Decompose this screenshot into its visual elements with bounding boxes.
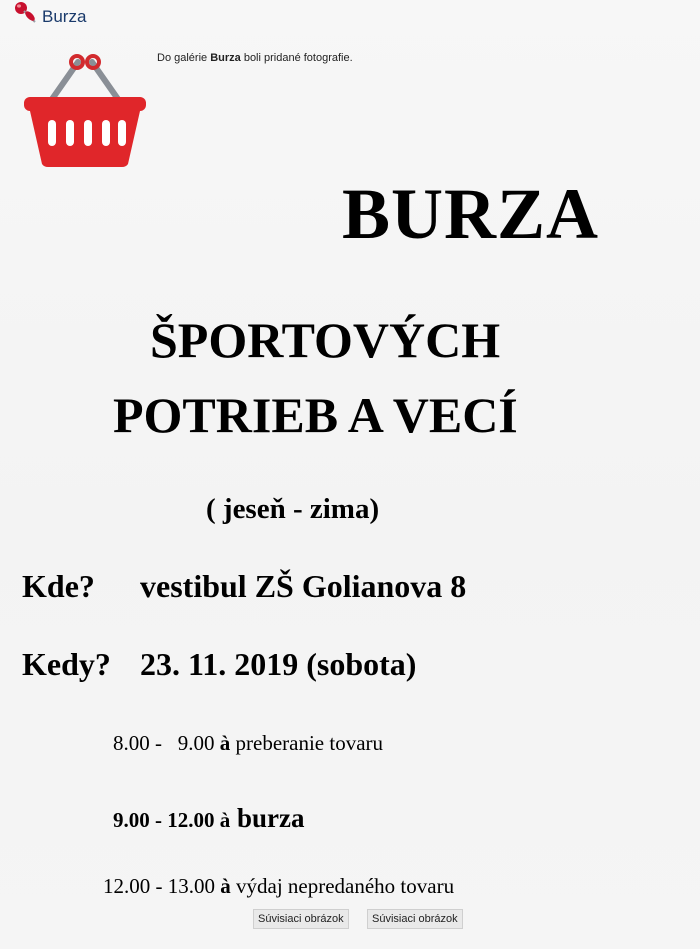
schedule-event: preberanie tovaru	[230, 731, 384, 755]
schedule-time: 12.00 - 13.00	[103, 874, 221, 898]
notice-suffix: boli pridané fotografie.	[240, 52, 353, 64]
schedule-row	[103, 876, 454, 897]
when-value: 23. 11. 2019 (sobota)	[140, 646, 417, 682]
schedule-time: 8.00 - 9.00	[113, 731, 220, 755]
notice-gallery-name: Burza	[210, 52, 241, 64]
arrow-symbol: à	[219, 731, 231, 755]
poster-subtitle-line1: ŠPORTOVÝCH	[150, 312, 501, 368]
notice-prefix: Do galérie	[157, 52, 211, 64]
arrow-symbol: à	[219, 808, 231, 832]
poster-season: ( jeseň - zima)	[206, 493, 380, 525]
where-value: vestibul ZŠ Golianova 8	[140, 568, 467, 604]
pushpin-icon	[10, 0, 38, 30]
where-label: Kde?	[22, 568, 95, 604]
schedule-row	[113, 733, 383, 754]
schedule-time: 9.00 - 12.00	[113, 808, 220, 832]
poster-title: BURZA	[342, 174, 600, 254]
when-label: Kedy?	[22, 646, 111, 682]
schedule-event: výdaj nepredaného tovaru	[230, 874, 455, 898]
related-image-button[interactable]: Súvisiaci obrázok	[367, 909, 463, 929]
arrow-symbol: à	[220, 874, 231, 898]
page-title-link[interactable]: Burza	[42, 7, 87, 26]
related-image-button[interactable]: Súvisiaci obrázok	[253, 909, 349, 929]
schedule-event: burza	[230, 803, 305, 833]
shopping-basket-icon	[22, 50, 148, 168]
page-header	[0, 0, 700, 34]
gallery-notice	[157, 52, 353, 64]
poster-subtitle-line2: POTRIEB A VECÍ	[113, 387, 518, 443]
schedule-row	[113, 805, 305, 832]
